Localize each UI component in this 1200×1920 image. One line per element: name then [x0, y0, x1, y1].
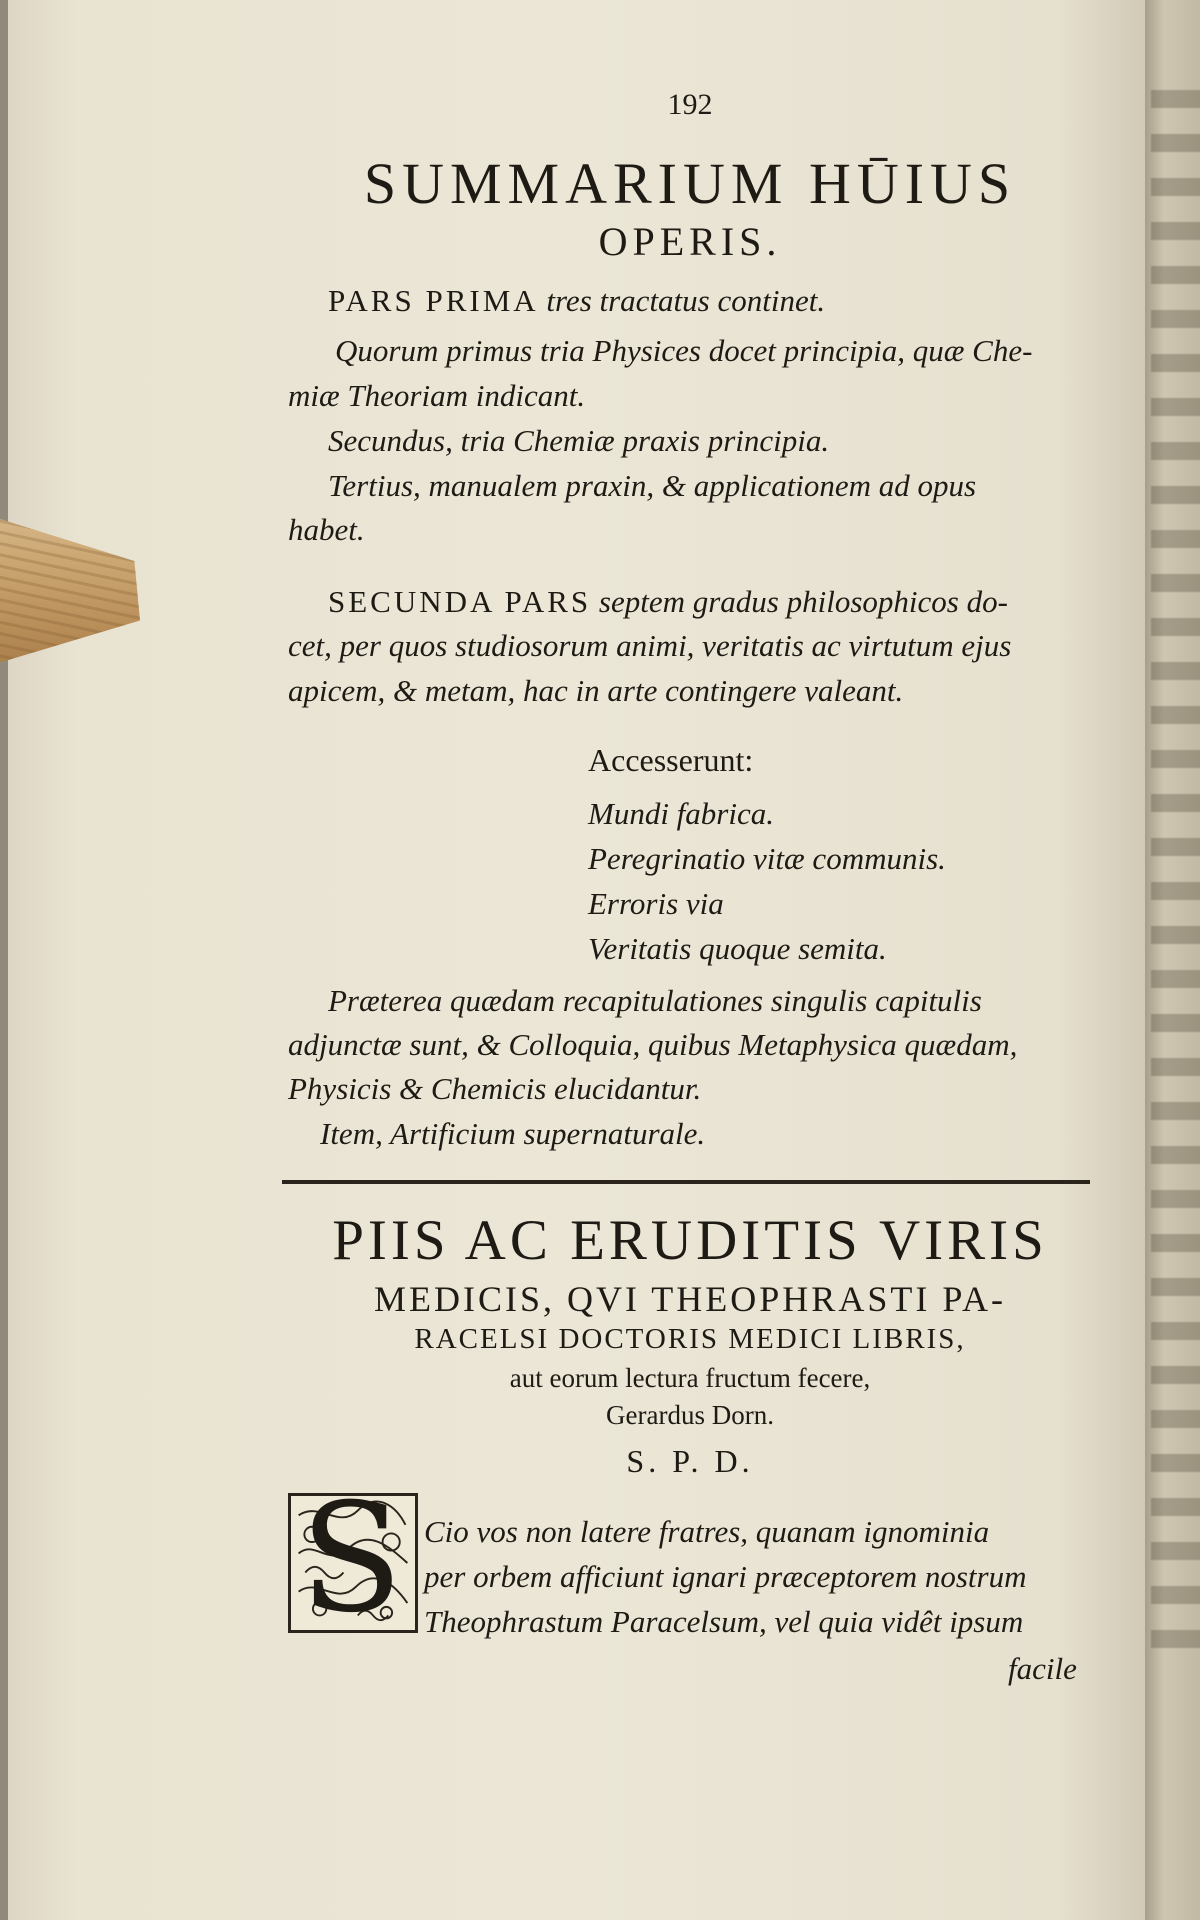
- praeterea-line-1: Præterea quædam recapitulationes singulis capitulis: [328, 983, 982, 1018]
- summary-line-5: habet.: [288, 512, 365, 547]
- page-number: 192: [667, 88, 713, 121]
- summary-line-2: miæ Theoriam indicant.: [288, 378, 586, 413]
- catchword: facile: [1008, 1651, 1077, 1686]
- accesserunt-item-2: Peregrinatio vitæ communis.: [588, 841, 946, 876]
- body-line-3: Theophrastum Paracelsum, vel quia vidêt ipsum: [424, 1604, 1024, 1639]
- secunda-line-3: apicem, & metam, hac in arte contingere valeant.: [288, 673, 904, 708]
- body-line-2: per orbem afficiunt ignari præceptorem nostrum: [424, 1559, 1027, 1594]
- summary-line-4: Tertius, manualem praxin, & applicationem ad opus: [328, 468, 977, 503]
- dedication-line-4: aut eorum lectura fructum fecere,: [509, 1363, 871, 1393]
- dedication-author: Gerardus Dorn.: [606, 1400, 774, 1430]
- pars-prima-text: tres tractatus continet.: [546, 283, 826, 318]
- decorated-initial-letter: S: [300, 1472, 403, 1646]
- secunda-pars-label: SECUNDA PARS: [328, 584, 592, 619]
- secunda-pars-text: septem gradus philosophicos do-: [598, 584, 1008, 619]
- dedication-line-1: PIIS AC ERUDITIS VIRIS: [332, 1209, 1048, 1272]
- secunda-pars-line: [328, 584, 1008, 620]
- praeterea-line-3: Physicis & Chemicis elucidantur.: [288, 1071, 702, 1106]
- section-divider: [282, 1180, 1090, 1184]
- summary-line-1: Quorum primus tria Physices docet principia, quæ Che-: [335, 333, 1033, 368]
- secunda-line-2: cet, per quos studiosorum animi, veritatis ac virtutum ejus: [288, 628, 1012, 663]
- item-line: Item, Artificium supernaturale.: [320, 1116, 706, 1151]
- praeterea-line-2: adjunctæ sunt, & Colloquia, quibus Metaphysica quædam,: [288, 1027, 1018, 1062]
- dedication-line-2: MEDICIS, QVI THEOPHRASTI PA-: [373, 1279, 1007, 1319]
- accesserunt-heading: Accesserunt:: [588, 742, 754, 778]
- accesserunt-item-1: Mundi fabrica.: [588, 796, 774, 831]
- summary-title: SUMMARIUM HŪIUS: [363, 151, 1017, 216]
- summary-subtitle: OPERIS.: [598, 219, 782, 264]
- pars-prima-line: [328, 283, 825, 319]
- facing-page-edge: [1145, 0, 1200, 1920]
- dedication-salutation: S. P. D.: [626, 1443, 754, 1479]
- pars-prima-label: PARS PRIMA: [328, 283, 539, 318]
- dedication-line-3: RACELSI DOCTORIS MEDICI LIBRIS,: [414, 1323, 966, 1355]
- summary-line-3: Secundus, tria Chemiæ praxis principia.: [328, 423, 830, 458]
- accesserunt-item-4: Veritatis quoque semita.: [588, 931, 887, 966]
- body-line-1: Cio vos non latere fratres, quanam ignominia: [424, 1514, 990, 1549]
- accesserunt-item-3: Erroris via: [588, 886, 724, 921]
